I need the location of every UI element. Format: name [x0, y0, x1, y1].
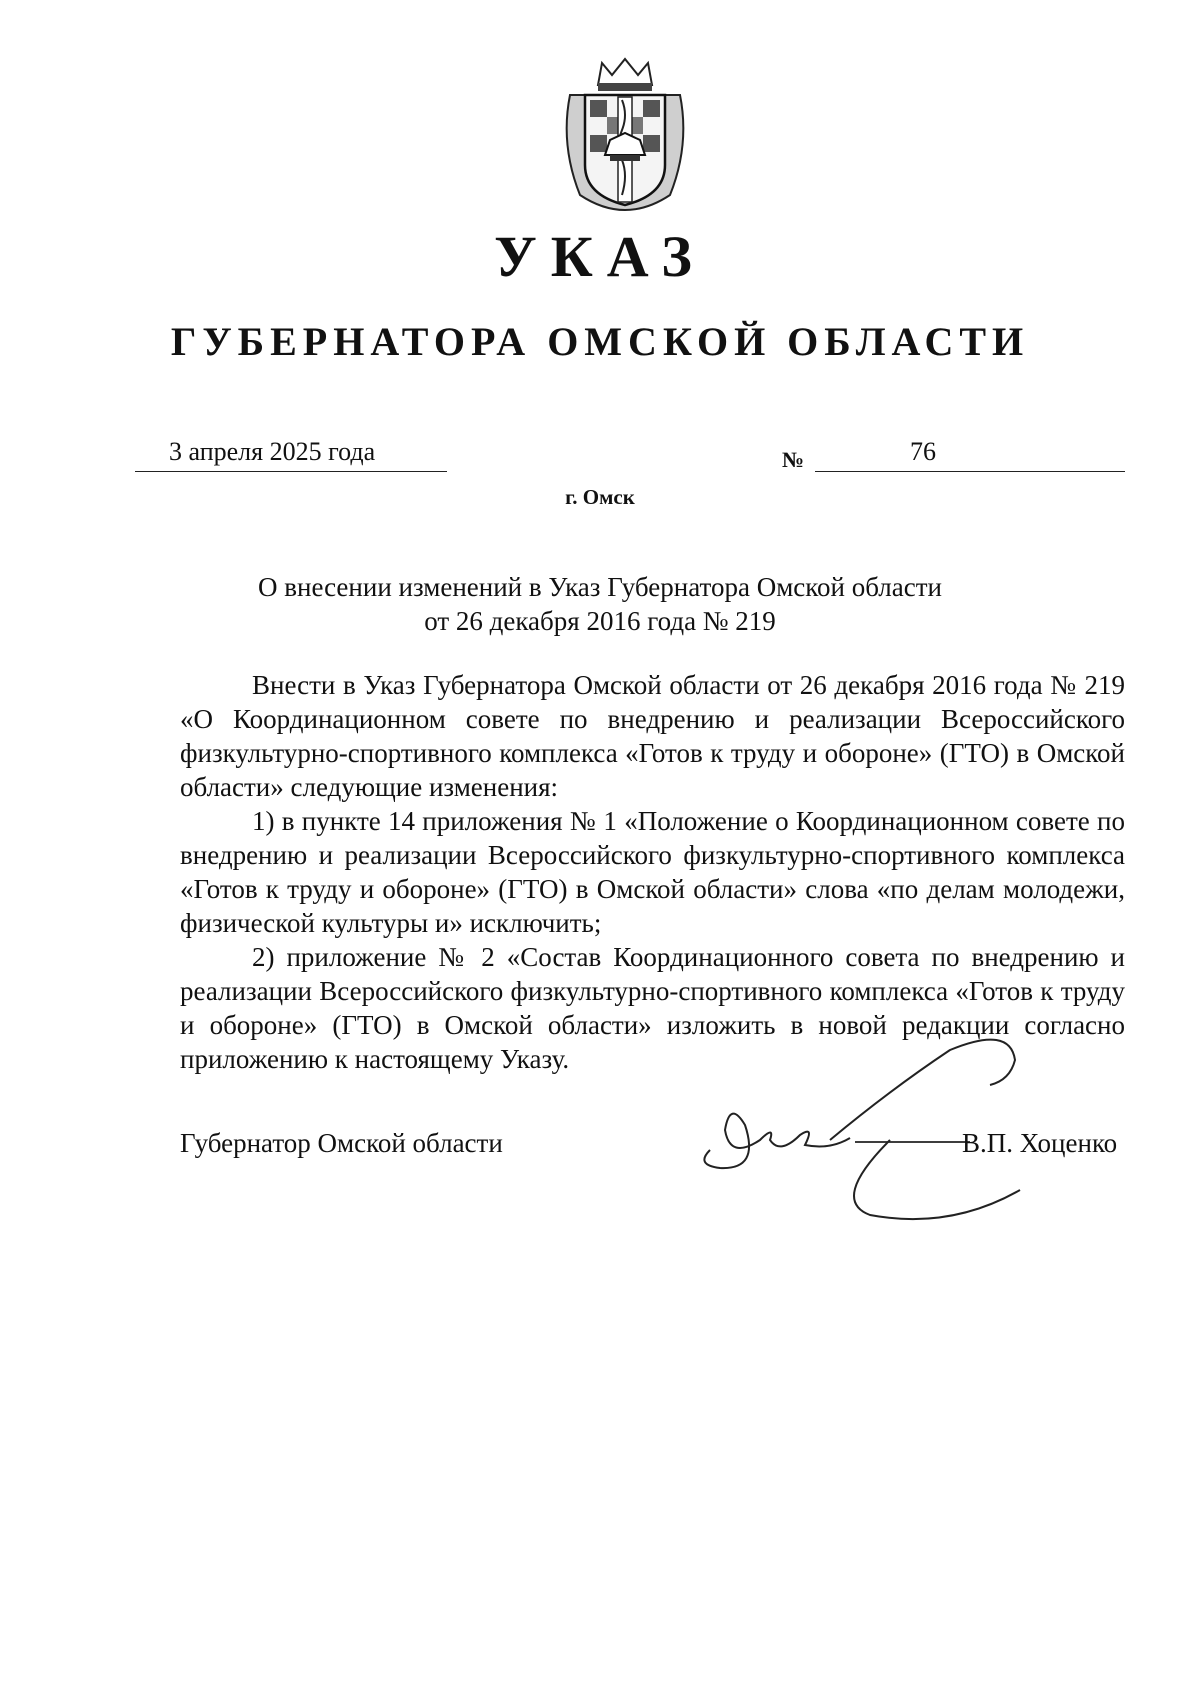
document-date: 3 апреля 2025 года	[169, 437, 376, 466]
signatory-name: В.П. Хоценко	[962, 1128, 1118, 1158]
number-field	[815, 437, 1125, 472]
date-field	[135, 437, 447, 472]
body-paragraph-3: 2) приложение № 2 «Состав Координационного совета по внедрению и реализации Всероссийского физкультурно-спортивного комплекса «Готов к труду и обороне» (ГТО) в Омской области» изложить в новой редакции согласно приложению к настоящему Указу.	[180, 942, 1125, 1074]
decree-heading	[180, 570, 1020, 638]
document-number: 76	[910, 437, 936, 466]
decree-body	[180, 668, 1125, 1076]
coat-of-arms-icon	[560, 55, 690, 215]
document-title: УКАЗ	[494, 224, 706, 289]
signatory-position: Губернатор Омской области	[180, 1128, 503, 1158]
heading-line-2: от 26 декабря 2016 года № 219	[424, 606, 776, 636]
document-subtitle: ГУБЕРНАТОРА ОМСКОЙ ОБЛАСТИ	[170, 319, 1030, 364]
body-paragraph-1: Внести в Указ Губернатора Омской области от 26 декабря 2016 года № 219 «О Координационном совете по внедрению и реализации Всероссийского физкультурно-спортивного комплекса «Готов к труду и обороне» (ГТО) в Омской области» следующие изменения:	[180, 670, 1125, 802]
number-sign: №	[782, 447, 805, 472]
body-paragraph-2: 1) в пункте 14 приложения № 1 «Положение о Координационном совете по внедрению и реализации Всероссийского физкультурно-спортивного комплекса «Готов к труду и обороне» (ГТО) в Омской области» слова «по делам молодежи, физической культуры и» исключить;	[180, 806, 1125, 938]
city-label: г. Омск	[565, 485, 635, 509]
heading-line-1: О внесении изменений в Указ Губернатора Омской области	[258, 572, 942, 602]
